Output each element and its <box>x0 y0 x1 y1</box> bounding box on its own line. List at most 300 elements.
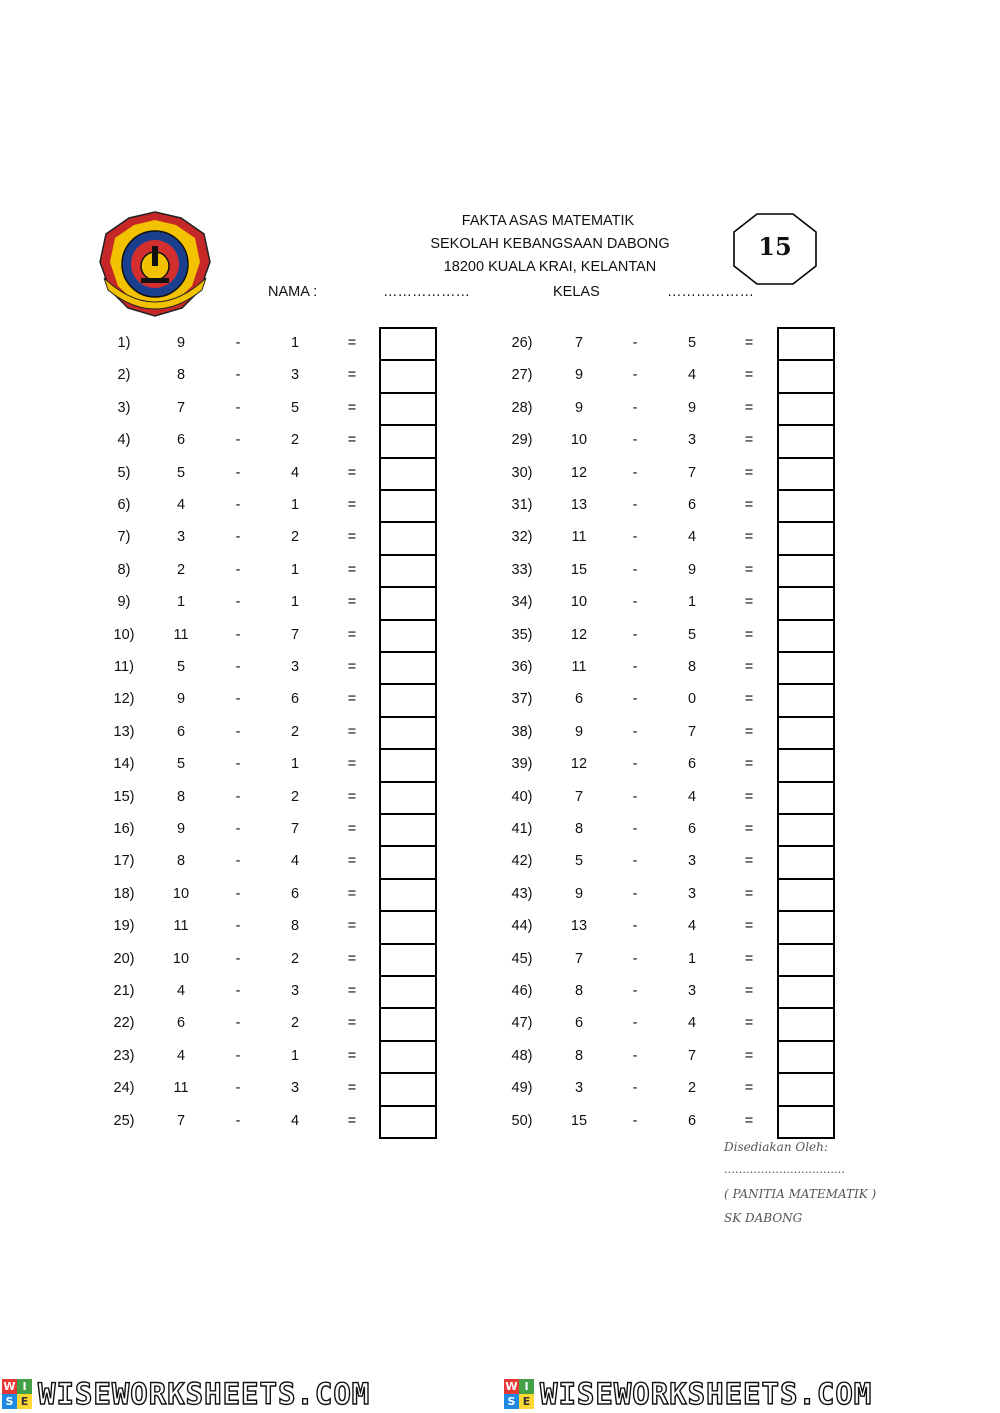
subtrahend: 3 <box>290 367 300 384</box>
minus-sign: - <box>235 399 241 416</box>
equals-sign: = <box>744 821 754 837</box>
answer-box[interactable] <box>777 878 835 912</box>
subtrahend: 0 <box>687 691 697 708</box>
prepared-by-label: Disediakan Oleh: <box>724 1140 828 1154</box>
answer-box[interactable] <box>777 586 835 620</box>
equals-sign: = <box>744 788 754 805</box>
minus-sign: - <box>632 1112 638 1129</box>
minus-sign: - <box>632 691 638 708</box>
minus-sign: - <box>235 497 241 513</box>
watermark <box>2 1377 370 1411</box>
answer-box[interactable] <box>379 392 437 426</box>
question-number: 22) <box>113 1015 135 1032</box>
watermark-text: WISEWORKSHEETS.COM <box>540 1377 873 1411</box>
answer-box[interactable] <box>379 878 437 912</box>
question-number: 21) <box>113 983 135 999</box>
answer-box[interactable] <box>777 359 835 393</box>
minus-sign: - <box>632 659 638 675</box>
answer-box[interactable] <box>777 845 835 879</box>
subtrahend: 6 <box>687 497 697 513</box>
badge-number: 15 <box>758 232 792 261</box>
answer-box[interactable] <box>777 716 835 750</box>
minuend: 10 <box>172 885 190 902</box>
equals-sign: = <box>347 1112 357 1129</box>
equals-sign: = <box>744 1080 754 1097</box>
subtrahend: 1 <box>290 335 300 351</box>
minuend: 9 <box>176 821 186 837</box>
equals-sign: = <box>744 432 754 449</box>
minus-sign: - <box>632 918 638 935</box>
minus-sign: - <box>235 594 241 611</box>
minuend: 12 <box>570 464 588 481</box>
worksheet-number-badge <box>732 212 818 286</box>
minus-sign: - <box>632 626 638 643</box>
subtrahend: 3 <box>687 983 697 999</box>
answer-box[interactable] <box>379 716 437 750</box>
minus-sign: - <box>235 723 241 740</box>
equals-sign: = <box>744 918 754 935</box>
answer-box[interactable] <box>777 457 835 491</box>
minus-sign: - <box>235 1047 241 1064</box>
answer-box[interactable] <box>379 586 437 620</box>
minuend: 1 <box>176 594 186 611</box>
minuend: 4 <box>176 497 186 513</box>
question-number: 4) <box>117 432 131 449</box>
watermark <box>504 1377 872 1411</box>
minuend: 15 <box>570 1112 588 1129</box>
minuend: 10 <box>570 594 588 611</box>
question-number: 14) <box>113 756 135 773</box>
question-number: 36) <box>511 659 533 675</box>
answer-box[interactable] <box>379 651 437 685</box>
subtrahend: 4 <box>687 367 697 384</box>
answer-box[interactable] <box>777 424 835 458</box>
minuend: 11 <box>571 529 587 546</box>
equals-sign: = <box>744 723 754 740</box>
logo-letter: W <box>505 1380 518 1393</box>
answer-box[interactable] <box>379 683 437 717</box>
subtrahend: 2 <box>290 1015 300 1032</box>
minus-sign: - <box>632 950 638 967</box>
answer-box[interactable] <box>379 554 437 588</box>
subtrahend: 3 <box>290 983 300 999</box>
question-number: 39) <box>511 756 533 773</box>
equals-sign: = <box>744 885 754 902</box>
equals-sign: = <box>347 983 357 999</box>
question-number: 19) <box>113 918 135 935</box>
answer-box[interactable] <box>379 813 437 847</box>
wise-logo-icon <box>504 1379 534 1409</box>
signature-line: …………………………… <box>724 1163 845 1176</box>
minuend: 9 <box>176 335 186 351</box>
question-number: 25) <box>113 1112 135 1129</box>
equals-sign: = <box>347 821 357 837</box>
minus-sign: - <box>235 756 241 773</box>
subtrahend: 1 <box>290 1047 300 1064</box>
question-number: 12) <box>113 691 135 708</box>
question-number: 42) <box>511 853 533 870</box>
equals-sign: = <box>347 1015 357 1032</box>
minuend: 9 <box>574 885 584 902</box>
minus-sign: - <box>235 691 241 708</box>
question-number: 44) <box>511 918 533 935</box>
equals-sign: = <box>744 497 754 513</box>
equals-sign: = <box>347 756 357 773</box>
subtrahend: 8 <box>290 918 300 935</box>
minus-sign: - <box>235 950 241 967</box>
question-number: 30) <box>511 464 533 481</box>
answer-box[interactable] <box>777 748 835 782</box>
equals-sign: = <box>744 983 754 999</box>
equals-sign: = <box>347 594 357 611</box>
minus-sign: - <box>632 1080 638 1097</box>
minuend: 10 <box>172 950 190 967</box>
equals-sign: = <box>347 788 357 805</box>
answer-box[interactable] <box>777 943 835 977</box>
nama-label: NAMA : <box>268 284 318 300</box>
equals-sign: = <box>347 1047 357 1064</box>
answer-box[interactable] <box>777 813 835 847</box>
question-number: 13) <box>113 723 135 740</box>
subtrahend: 2 <box>290 788 300 805</box>
question-number: 16) <box>113 821 135 837</box>
minuend: 11 <box>173 1080 189 1097</box>
subtrahend: 6 <box>687 756 697 773</box>
subtrahend: 3 <box>290 1080 300 1097</box>
answer-box[interactable] <box>379 748 437 782</box>
subtrahend: 4 <box>687 529 697 546</box>
answer-box[interactable] <box>379 424 437 458</box>
minuend: 13 <box>570 497 588 513</box>
kelas-label: KELAS <box>553 284 600 300</box>
minuend: 13 <box>570 918 588 935</box>
nama-field[interactable]: ……………… <box>383 284 470 300</box>
question-number: 46) <box>511 983 533 999</box>
subtrahend: 2 <box>290 723 300 740</box>
subtrahend: 1 <box>290 756 300 773</box>
minus-sign: - <box>632 1047 638 1064</box>
answer-box[interactable] <box>379 1105 437 1139</box>
minus-sign: - <box>235 1080 241 1097</box>
minuend: 9 <box>574 367 584 384</box>
minus-sign: - <box>632 756 638 773</box>
logo-letter: S <box>2 1394 17 1409</box>
minuend: 11 <box>571 659 587 675</box>
question-number: 32) <box>511 529 533 546</box>
subtrahend: 3 <box>290 659 300 675</box>
answer-box[interactable] <box>777 327 835 361</box>
minus-sign: - <box>235 1112 241 1129</box>
subtrahend: 7 <box>290 626 300 643</box>
subtrahend: 5 <box>687 335 697 351</box>
minuend: 7 <box>574 950 584 967</box>
question-number: 17) <box>113 853 135 870</box>
equals-sign: = <box>744 1047 754 1064</box>
answer-box[interactable] <box>777 1040 835 1074</box>
answer-box[interactable] <box>379 781 437 815</box>
equals-sign: = <box>347 367 357 384</box>
minuend: 6 <box>574 1015 584 1032</box>
wise-logo-icon <box>2 1379 32 1409</box>
minuend: 8 <box>574 1047 584 1064</box>
equals-sign: = <box>744 594 754 611</box>
minuend: 3 <box>176 529 186 546</box>
question-number: 31) <box>511 497 533 513</box>
subtrahend: 4 <box>290 1112 300 1129</box>
equals-sign: = <box>744 691 754 708</box>
question-number: 3) <box>117 399 131 416</box>
subtrahend: 1 <box>290 594 300 611</box>
question-number: 9) <box>117 594 131 611</box>
question-number: 40) <box>511 788 533 805</box>
minuend: 8 <box>176 367 186 384</box>
equals-sign: = <box>744 529 754 546</box>
minus-sign: - <box>632 464 638 481</box>
question-number: 45) <box>511 950 533 967</box>
minuend: 9 <box>176 691 186 708</box>
answer-box[interactable] <box>777 1105 835 1139</box>
kelas-field[interactable]: ……………… <box>667 284 754 300</box>
minus-sign: - <box>235 885 241 902</box>
minus-sign: - <box>632 983 638 999</box>
minus-sign: - <box>632 788 638 805</box>
committee-label: ( PANITIA MATEMATIK ) <box>724 1187 877 1201</box>
logo-letter: W <box>3 1380 16 1393</box>
answer-box[interactable] <box>777 1072 835 1106</box>
minus-sign: - <box>235 853 241 870</box>
equals-sign: = <box>347 659 357 675</box>
minuend: 6 <box>574 691 584 708</box>
answer-box[interactable] <box>379 975 437 1009</box>
subtrahend: 1 <box>290 561 300 578</box>
answer-box[interactable] <box>379 619 437 653</box>
subtrahend: 5 <box>687 626 697 643</box>
question-number: 6) <box>117 497 131 513</box>
minuend: 7 <box>176 399 186 416</box>
minus-sign: - <box>632 367 638 384</box>
answer-box[interactable] <box>379 521 437 555</box>
minuend: 11 <box>173 626 189 643</box>
answer-box[interactable] <box>777 619 835 653</box>
logo-letter: I <box>17 1379 32 1394</box>
equals-sign: = <box>347 885 357 902</box>
question-number: 37) <box>511 691 533 708</box>
equals-sign: = <box>347 723 357 740</box>
minuend: 2 <box>176 561 186 578</box>
minuend: 6 <box>176 1015 186 1032</box>
subtrahend: 4 <box>687 1015 697 1032</box>
answer-box[interactable] <box>379 1072 437 1106</box>
minuend: 5 <box>574 853 584 870</box>
question-number: 15) <box>113 788 135 805</box>
minus-sign: - <box>632 853 638 870</box>
minus-sign: - <box>632 561 638 578</box>
question-number: 8) <box>117 561 131 578</box>
answer-box[interactable] <box>379 1040 437 1074</box>
minus-sign: - <box>235 1015 241 1032</box>
answer-box[interactable] <box>777 651 835 685</box>
minus-sign: - <box>235 918 241 935</box>
subtrahend: 6 <box>290 885 300 902</box>
subtrahend: 4 <box>687 918 697 935</box>
equals-sign: = <box>347 853 357 870</box>
minus-sign: - <box>632 1015 638 1032</box>
equals-sign: = <box>744 626 754 643</box>
answer-box[interactable] <box>777 683 835 717</box>
minuend: 7 <box>574 335 584 351</box>
equals-sign: = <box>744 1112 754 1129</box>
subtrahend: 8 <box>687 659 697 675</box>
answer-box[interactable] <box>777 554 835 588</box>
answer-box[interactable] <box>777 975 835 1009</box>
equals-sign: = <box>347 1080 357 1097</box>
minus-sign: - <box>632 723 638 740</box>
equals-sign: = <box>744 464 754 481</box>
subtrahend: 3 <box>687 432 697 449</box>
minuend: 10 <box>570 432 588 449</box>
subtrahend: 2 <box>290 529 300 546</box>
minuend: 12 <box>570 626 588 643</box>
question-number: 2) <box>117 367 131 384</box>
logo-letter: S <box>504 1394 519 1409</box>
question-number: 18) <box>113 885 135 902</box>
equals-sign: = <box>744 399 754 416</box>
minus-sign: - <box>235 561 241 578</box>
subtrahend: 4 <box>290 853 300 870</box>
question-number: 43) <box>511 885 533 902</box>
minuend: 4 <box>176 1047 186 1064</box>
answer-box[interactable] <box>777 521 835 555</box>
minus-sign: - <box>235 335 241 351</box>
answer-box[interactable] <box>379 359 437 393</box>
answer-box[interactable] <box>379 489 437 523</box>
minus-sign: - <box>235 788 241 805</box>
subtrahend: 1 <box>290 497 300 513</box>
subtrahend: 2 <box>687 1080 697 1097</box>
minuend: 7 <box>574 788 584 805</box>
subtrahend: 7 <box>290 821 300 837</box>
equals-sign: = <box>347 626 357 643</box>
question-number: 27) <box>511 367 533 384</box>
question-number: 38) <box>511 723 533 740</box>
minuend: 15 <box>570 561 588 578</box>
subtrahend: 6 <box>290 691 300 708</box>
question-number: 34) <box>511 594 533 611</box>
question-number: 1) <box>117 335 131 351</box>
minus-sign: - <box>235 659 241 675</box>
worksheet-title: FAKTA ASAS MATEMATIK <box>461 213 635 229</box>
question-number: 50) <box>511 1112 533 1129</box>
minus-sign: - <box>632 594 638 611</box>
equals-sign: = <box>744 561 754 578</box>
minus-sign: - <box>632 432 638 449</box>
minuend: 4 <box>176 983 186 999</box>
subtrahend: 6 <box>687 821 697 837</box>
subtrahend: 6 <box>687 1112 697 1129</box>
subtrahend: 1 <box>687 594 697 611</box>
answer-box[interactable] <box>777 489 835 523</box>
subtrahend: 3 <box>687 853 697 870</box>
answer-box[interactable] <box>777 1007 835 1041</box>
equals-sign: = <box>347 497 357 513</box>
minuend: 5 <box>176 464 186 481</box>
answer-box[interactable] <box>777 781 835 815</box>
answer-box[interactable] <box>379 910 437 944</box>
answer-box[interactable] <box>379 457 437 491</box>
question-number: 26) <box>511 335 533 351</box>
answer-box[interactable] <box>777 910 835 944</box>
subtrahend: 5 <box>290 399 300 416</box>
minuend: 5 <box>176 659 186 675</box>
equals-sign: = <box>347 691 357 708</box>
logo-letter: E <box>17 1394 32 1409</box>
answer-box[interactable] <box>379 943 437 977</box>
minus-sign: - <box>235 432 241 449</box>
equals-sign: = <box>744 950 754 967</box>
subtrahend: 7 <box>687 723 697 740</box>
answer-box[interactable] <box>777 392 835 426</box>
answer-box[interactable] <box>379 327 437 361</box>
equals-sign: = <box>744 367 754 384</box>
minuend: 9 <box>574 723 584 740</box>
minuend: 3 <box>574 1080 584 1097</box>
minus-sign: - <box>632 399 638 416</box>
question-number: 48) <box>511 1047 533 1064</box>
answer-box[interactable] <box>379 845 437 879</box>
minus-sign: - <box>632 529 638 546</box>
minus-sign: - <box>235 983 241 999</box>
question-number: 20) <box>113 950 135 967</box>
logo-letter: E <box>519 1394 534 1409</box>
minus-sign: - <box>632 821 638 837</box>
minuend: 8 <box>176 853 186 870</box>
question-number: 47) <box>511 1015 533 1032</box>
minuend: 12 <box>570 756 588 773</box>
subtrahend: 7 <box>687 1047 697 1064</box>
subtrahend: 9 <box>687 561 697 578</box>
subtrahend: 2 <box>290 950 300 967</box>
minuend: 11 <box>173 918 189 935</box>
equals-sign: = <box>744 1015 754 1032</box>
minuend: 5 <box>176 756 186 773</box>
equals-sign: = <box>347 335 357 351</box>
equals-sign: = <box>347 464 357 481</box>
answer-box[interactable] <box>379 1007 437 1041</box>
equals-sign: = <box>744 335 754 351</box>
question-number: 23) <box>113 1047 135 1064</box>
equals-sign: = <box>347 432 357 449</box>
question-number: 33) <box>511 561 533 578</box>
watermark-strip <box>0 1377 1000 1411</box>
question-number: 24) <box>113 1080 135 1097</box>
equals-sign: = <box>347 399 357 416</box>
minuend: 6 <box>176 723 186 740</box>
minus-sign: - <box>632 335 638 351</box>
subtrahend: 2 <box>290 432 300 449</box>
logo-letter: I <box>519 1379 534 1394</box>
question-number: 29) <box>511 432 533 449</box>
minus-sign: - <box>235 367 241 384</box>
minus-sign: - <box>632 885 638 902</box>
minuend: 9 <box>574 399 584 416</box>
equals-sign: = <box>347 561 357 578</box>
question-number: 10) <box>113 626 135 643</box>
subtrahend: 9 <box>687 399 697 416</box>
subtrahend: 7 <box>687 464 697 481</box>
question-number: 11) <box>114 659 134 675</box>
subtrahend: 3 <box>687 885 697 902</box>
minuend: 7 <box>176 1112 186 1129</box>
